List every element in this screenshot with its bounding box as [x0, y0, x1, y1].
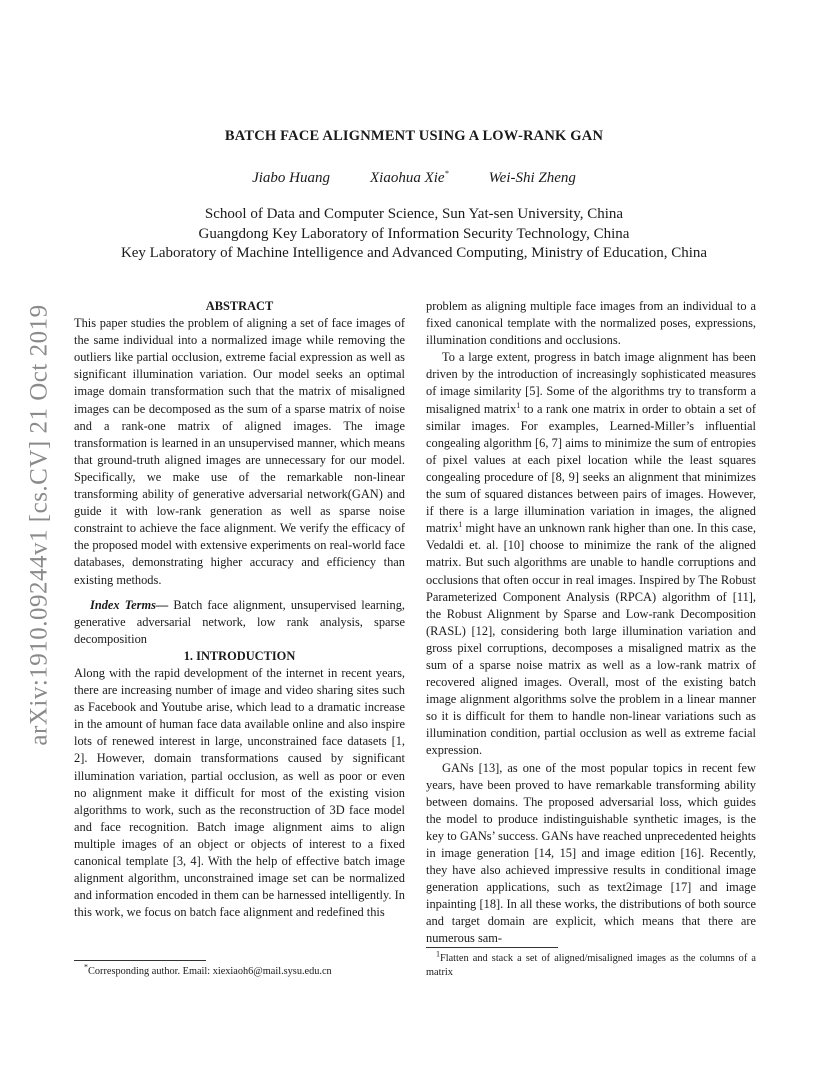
intro-paragraph-1: Along with the rapid development of the internet in recent years, there are increasing number of image and video sharing sites such as Facebook and Youtube arise, which lead to a dramatic increase in the amount of human face data available online and also inspire lots of renewed interest in large, unconstrained face datasets [1, 2]. However, domain transformations caused by significant illumination variation, partial occlusion, as well as poor or even no alignment make it difficult for most of the existing vision algorithms to work, such as the reconstruction of 3D face model and face recognition. Batch image alignment aims to align multiple images of an object or objects of interest to a fixed canonical template [3, 4]. With the help of effective batch image alignment algorithm, unconstrained image set can be normalized and information encoded in them can be harnessed intelligently. In this work, we focus on batch face alignment and redefined this — [74, 665, 405, 920]
footnote-text: Flatten and stack a set of aligned/misaligned images as the columns of a matrix — [426, 953, 756, 978]
index-terms — [74, 597, 405, 648]
paragraph-text: to a rank one matrix in order to obtain a set of similar images. For examples, Learned-Miller’s influential congealing algorithm [6, 7] aims to minimize the sum of entropies of pixel values at each pixel location while the least squares congealing procedure of [8, 9] seeks an alignment that minimizes the sum of squared distances between pairs of images. However, if there is a large illumination variation in images, the aligned matrix — [426, 401, 756, 536]
footnote-divider — [426, 947, 558, 948]
author-list — [0, 170, 828, 187]
intro-paragraph-3: GANs [13], as one of the most popular topics in recent few years, have been proved to have remarkable transforming ability between domains. The proposed adversarial loss, which guides the model to produce indistinguishable synthetic images, is the key to GANs’ success. GANs have reached unprecedented heights in image generation [14, 15] and image edition [16]. Recently, they have also achieved impressive results in conditional image generation applications, such as text2image [17] and image inpainting [18]. In all these works, the distributions of both source and target domain are explicit, which means that there are numerous sam- — [426, 760, 756, 946]
abstract-heading: ABSTRACT — [205, 299, 274, 313]
footnote-matrix — [426, 949, 756, 980]
left-column — [74, 298, 405, 921]
footnote-corresponding — [74, 962, 405, 979]
author-name: Wei-Shi Zheng — [488, 170, 576, 186]
author-name-corresponding — [370, 170, 449, 187]
intro-paragraph-2 — [426, 349, 756, 759]
paragraph-text: To a large extent, progress in batch image alignment has been driven by the introduction of increasingly sophisticated measures of image similarity [5]. Some of the algorithms try to transform a misaligned matrix — [426, 350, 756, 416]
footnote-mark: * — [84, 962, 88, 972]
paper-title: BATCH FACE ALIGNMENT USING A LOW-RANK GAN — [224, 128, 604, 144]
footnote-text: Corresponding author. Email: xiexiaoh6@mail.sysu.edu.cn — [88, 966, 332, 977]
corresponding-mark: * — [444, 169, 449, 178]
footnote-mark: 1 — [436, 949, 440, 959]
affiliations — [0, 205, 828, 264]
footnote-ref[interactable]: 1 — [516, 400, 521, 410]
index-terms-text: Batch face alignment, unsupervised learning, generative adversarial network, low rank analysis, sparse decomposition — [74, 597, 405, 646]
affiliation-line: Guangdong Key Laboratory of Information Security Technology, China — [198, 225, 630, 242]
arxiv-id: arXiv:1910.09244v1 [cs.CV] 21 Oct 2019 — [26, 304, 54, 746]
footnote-divider — [74, 960, 206, 961]
arxiv-sidebar — [10, 290, 70, 760]
right-column — [426, 298, 756, 948]
introduction-heading: 1. INTRODUCTION — [183, 648, 296, 663]
author-name: Xiaohua Xie — [369, 170, 445, 186]
affiliation-line: Key Laboratory of Machine Intelligence and Advanced Computing, Ministry of Education, China — [120, 245, 708, 261]
author-name: Jiabo Huang — [252, 170, 330, 186]
abstract-text: This paper studies the problem of aligning a set of face images of the same individual into a normalized image while removing the outliers like partial occlusion, extreme facial expression as well as significant illumination variation. Our model seeks an optimal image domain transformation such that the matrix of misaligned images can be decomposed as the sum of a sparse matrix of noise and a rank-one matrix of aligned images. The image transformation is learned in an unsupervised manner, which means that ground-truth aligned images are unnecessary for our model. Specifically, we make use of the remarkable non-linear transforming ability of generative adversarial network(GAN) and guide it with low-rank generation as well as sparse noise constraint to achieve the face alignment. We verify the efficacy of the proposed model with extensive experiments on real-world face databases, demonstrating higher accuracy and efficiency than existing methods. — [74, 316, 405, 587]
footnote-ref: 1 — [458, 520, 463, 530]
index-terms-label: Index Terms— — [90, 597, 169, 612]
affiliation-line: School of Data and Computer Science, Sun Yat-sen University, China — [204, 206, 624, 222]
paragraph-text: might have an unknown rank higher than one. In this case, Vedaldi et. al. [10] choose to minimize the rank of the aligned matrix. But such algorithms are unable to handle corruptions and occlusions that often occur in real images. Inspired by The Robust Parameterized Component Analysis (RPCA) algorithm of [11], the Robust Alignment by Sparse and Low-rank Decomposition (RASL) [12], considering both large illumination variation and gross pixel corruptions, decomposes a misaligned matrix as the sum of a sparse noise matrix as well as a low-rank matrix of recovered aligned images. Overall, most of the existing batch image alignment algorithms solve the problem in a linear manner so it is difficult for them to handle non-linear variations such as illumination condition, partial occlusion as well as extreme facial expression. — [426, 521, 756, 758]
intro-paragraph-1-continued: problem as aligning multiple face images from an individual to a fixed canonical template with the normalized poses, expressions, illumination conditions and occlusions. — [426, 299, 756, 348]
